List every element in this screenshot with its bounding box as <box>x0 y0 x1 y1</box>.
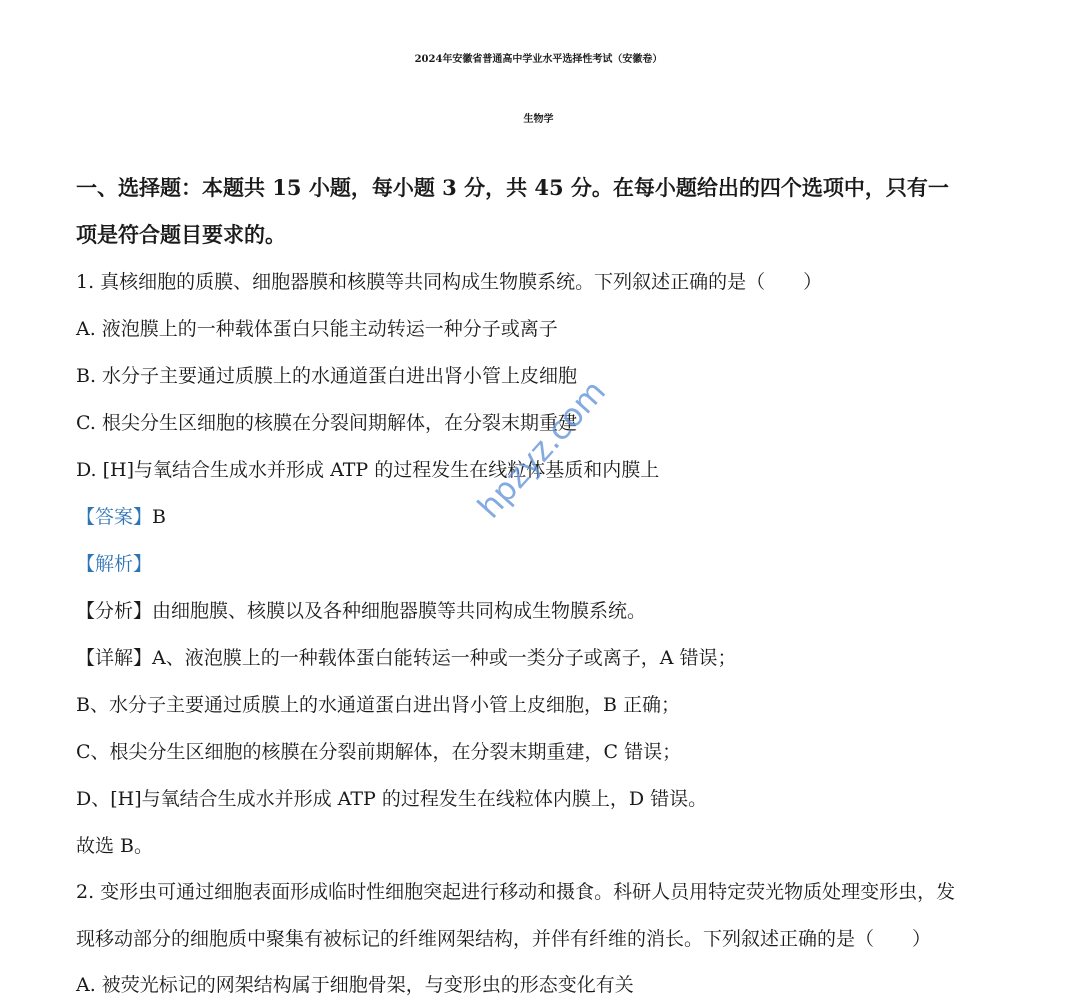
exam-title: 2024年安徽省普通高中学业水平选择性考试（安徽卷） <box>414 54 663 65</box>
question-1-option-a: A. 液泡膜上的一种载体蛋白只能主动转运一种分子或离子 <box>76 318 558 340</box>
subject-title: 生物学 <box>523 114 554 125</box>
section-heading-line2: 项是符合题目要求的。 <box>76 222 286 247</box>
conclusion: 故选 B。 <box>76 835 154 857</box>
question-1-option-d: D. [H]与氧结合生成水并形成 ATP 的过程发生在线粒体基质和内膜上 <box>76 459 660 481</box>
section-heading-line1: 一、选择题：本题共 15 小题，每小题 3 分，共 45 分。在每小题给出的四个选项中，只有一 <box>76 175 949 200</box>
answer-row <box>76 502 166 529</box>
question-1-option-c: C. 根尖分生区细胞的核膜在分裂间期解体，在分裂末期重建 <box>76 412 577 434</box>
detail-line-a: 【详解】A、液泡膜上的一种载体蛋白能转运一种或一类分子或离子，A 错误； <box>76 647 737 669</box>
answer-value: B <box>152 506 166 528</box>
question-1-stem: 1. 真核细胞的质膜、细胞器膜和核膜等共同构成生物膜系统。下列叙述正确的是（ ） <box>76 271 823 293</box>
detail-line-c: C、根尖分生区细胞的核膜在分裂前期解体，在分裂末期重建，C 错误； <box>76 741 682 763</box>
detail-line-d: D、[H]与氧结合生成水并形成 ATP 的过程发生在线粒体内膜上，D 错误。 <box>76 788 708 810</box>
question-2-stem-line1: 2. 变形虫可通过细胞表面形成临时性细胞突起进行移动和摄食。科研人员用特定荧光物质处理变形虫，发 <box>76 881 956 903</box>
detail-line-b: B、水分子主要通过质膜上的水通道蛋白进出肾小管上皮细胞，B 正确； <box>76 694 680 716</box>
question-1-option-b: B. 水分子主要通过质膜上的水通道蛋白进出肾小管上皮细胞 <box>76 365 578 387</box>
watermark: hpzyz.com <box>470 372 614 526</box>
analysis-tag: 【解析】 <box>76 553 153 575</box>
question-2-stem-line2: 现移动部分的细胞质中聚集有被标记的纤维网架结构，并伴有纤维的消长。下列叙述正确的是（ ） <box>76 928 932 950</box>
answer-tag: 【答案】 <box>76 506 153 528</box>
question-2-option-a: A. 被荧光标记的网架结构属于细胞骨架，与变形虫的形态变化有关 <box>76 974 634 996</box>
analysis-text: 【分析】由细胞膜、核膜以及各种细胞器膜等共同构成生物膜系统。 <box>76 600 647 622</box>
